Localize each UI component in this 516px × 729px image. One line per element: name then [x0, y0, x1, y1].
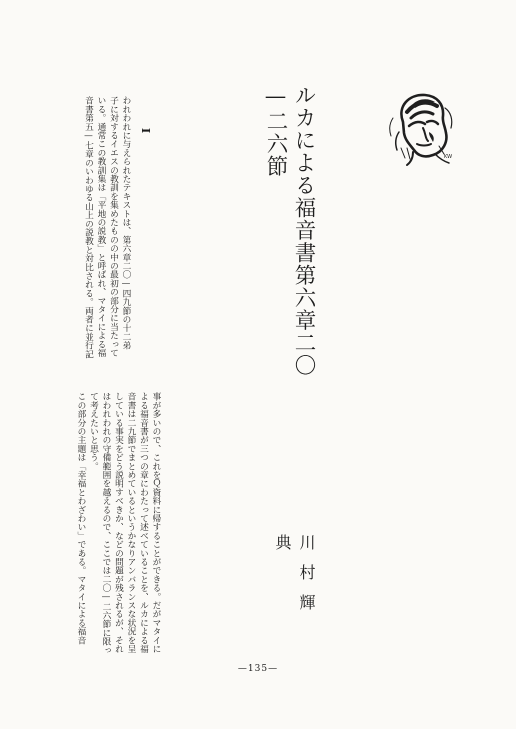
text-line: いる。通常この教訓集は「平地の説教」と呼ばれ、マタイによる福 — [96, 96, 106, 357]
page-number: —135— — [237, 664, 279, 674]
section-heading: I — [139, 128, 152, 134]
signature-mark: KW — [444, 154, 453, 160]
article-title: ルカによる福音書第六章二〇—二六節 — [263, 84, 316, 377]
author-name: 川村輝典 — [273, 534, 316, 624]
text-line: て考えたいと思う。 — [88, 392, 99, 471]
text-line: 子に対するイエスの教訓を集めたものの中の最初の部分に当たって — [108, 96, 119, 357]
text-line: している事実をどう説明すべきか、などの問題が残されるが、それ — [113, 392, 124, 653]
text-line: 音書第五—七章のいわゆる山上の説教と対比される。両者に並行記 — [83, 96, 94, 359]
text-line: われわれに与えられたテキストは、第六章二〇—四九節の十二弟 — [121, 96, 131, 350]
text-line: この部分の主題は「幸福とわざわい」である。マタイによる福音 — [76, 392, 86, 645]
body-text-top — [56, 96, 132, 382]
text-line: 事が多いので、これをＱ資料に帰することができる。だがマタイに — [151, 392, 161, 653]
author-portrait-sketch — [383, 88, 459, 166]
body-text-bottom — [76, 392, 162, 668]
text-line: はわれわれの守備範囲を越えるので、ここでは二〇—二六節に限っ — [101, 392, 111, 655]
text-line: よる福音書が三つの章にわたって述べていることを、ルカによる福 — [138, 392, 149, 653]
text-line: 音書は二九節でまとめているというかなりアンバランスな状況を呈 — [126, 392, 136, 653]
